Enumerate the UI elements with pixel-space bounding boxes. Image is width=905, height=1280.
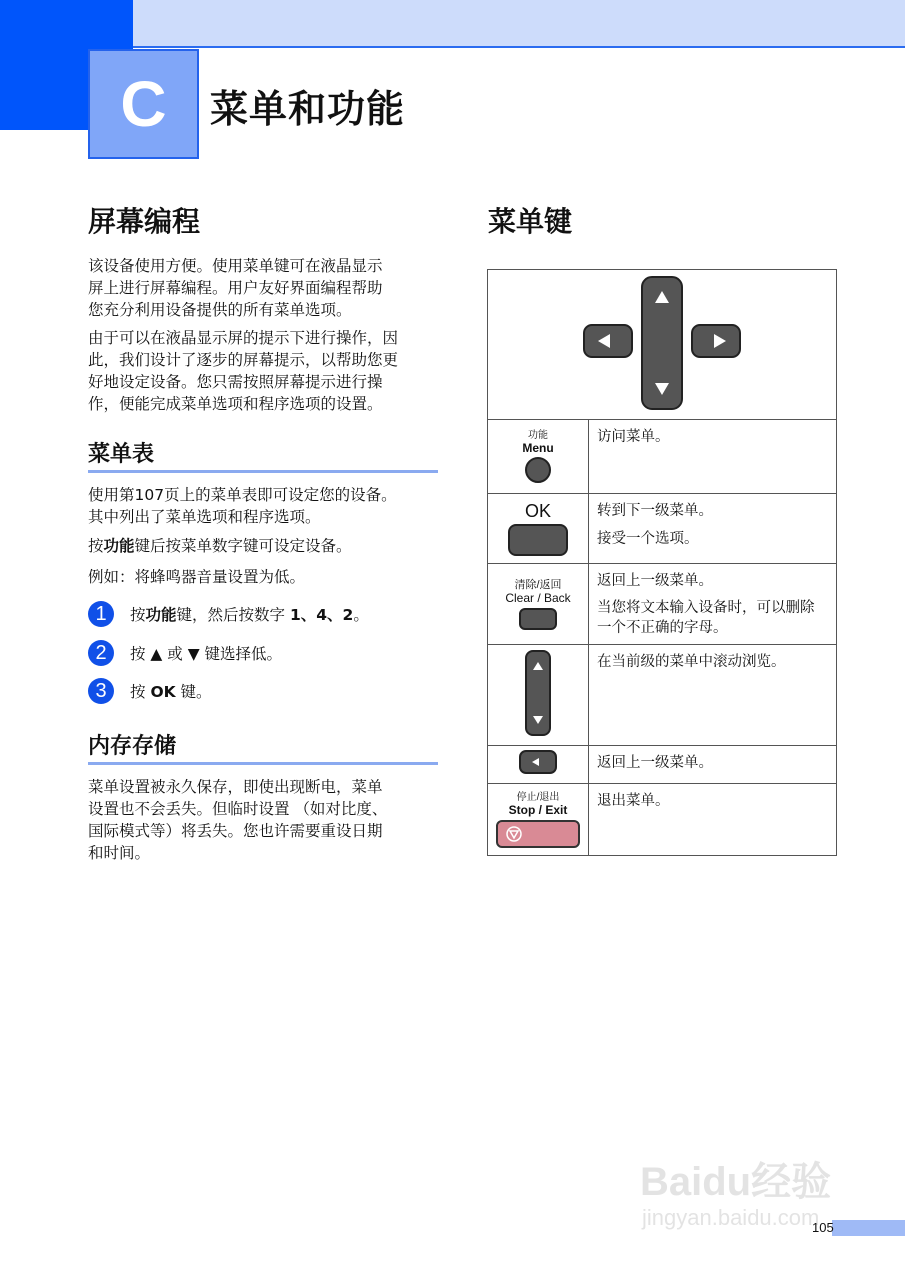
step-2 [88, 640, 282, 666]
up-down-arrow-icon [525, 650, 551, 736]
up-down-key [488, 645, 589, 746]
section-title: 屏幕编程 [88, 205, 201, 238]
text-line: 此，我们设计了逐步的屏幕提示，以帮助您更 [88, 351, 399, 369]
ok-button-icon [508, 524, 568, 556]
text-line: 和时间。 [88, 844, 151, 862]
paragraph [88, 535, 352, 557]
ok-key: OK [488, 494, 589, 564]
key-description: 退出菜单。 [589, 784, 837, 856]
text-line: 由于可以在液晶显示屏的提示下进行操作，因 [88, 329, 399, 347]
chapter-title: 菜单和功能 [210, 87, 406, 131]
key-description: 转到下一级菜单。 接受一个选项。 [589, 494, 837, 564]
bold-text: 功能 [103, 537, 135, 555]
text-line: 国际模式等）将丢失。您也许需要重设日期 [88, 822, 383, 840]
paragraph [88, 255, 383, 321]
watermark-url: jingyan.baidu.com [642, 1205, 820, 1230]
key-description: 在当前级的菜单中滚动浏览。 [589, 645, 837, 746]
text-line: 菜单设置被永久保存，即使出现断电，菜单 [88, 778, 383, 796]
text-line: 您充分利用设备提供的所有菜单选项。 [88, 301, 352, 319]
clear-button-icon [519, 608, 557, 630]
text-line: 作，便能完成菜单选项和程序选项的设置。 [88, 395, 383, 413]
left-arrow-icon [519, 750, 557, 774]
page-number: 105 [812, 1220, 834, 1235]
section-title: 菜单键 [488, 205, 573, 238]
chapter-letter: C [88, 49, 199, 159]
text: 键后按菜单数字键可设定设备。 [134, 537, 352, 555]
text-line: 该设备使用方便。使用菜单键可在液晶显示 [88, 257, 383, 275]
back-arrow-key [488, 746, 589, 784]
stop-exit-key: 停止/退出 Stop / Exit [488, 784, 589, 856]
footer-bar [832, 1220, 905, 1236]
clear-back-key: 清除/返回 Clear / Back [488, 564, 589, 645]
menu-key: 功能 Menu [488, 420, 589, 494]
nav-pad-icon [582, 275, 742, 411]
section-title: 菜单表 [88, 437, 438, 473]
step-text: 按功能键，然后按数字 1、4、2。 [130, 606, 369, 624]
nav-pad [488, 270, 837, 420]
text-line: 屏上进行屏幕编程。用户友好界面编程帮助 [88, 279, 383, 297]
step-1 [88, 601, 369, 627]
text-line: 使用第107页上的菜单表即可设定您的设备。 [88, 486, 397, 504]
text-line: 其中列出了菜单选项和程序选项。 [88, 508, 321, 526]
step-number: 3 [88, 678, 114, 704]
step-number: 1 [88, 601, 114, 627]
step-number: 2 [88, 640, 114, 666]
key-description: 返回上一级菜单。 [589, 746, 837, 784]
text: 按 [88, 537, 104, 555]
menu-button-icon [525, 457, 551, 483]
paragraph [88, 776, 387, 864]
menu-keys-table [487, 269, 837, 856]
header-band [133, 0, 905, 48]
text-line: 设置也不会丢失。但临时设置 （如对比度、 [88, 800, 388, 818]
watermark-logo: Baidu经验 [640, 1160, 832, 1204]
paragraph [88, 327, 398, 415]
step-text: 按 ▲ 或 ▼ 键选择低。 [130, 645, 283, 663]
key-description: 访问菜单。 [589, 420, 837, 494]
key-description: 返回上一级菜单。 当您将文本输入设备时，可以删除一个不正确的字母。 [589, 564, 837, 645]
paragraph: 例如：将蜂鸣器音量设置为低。 [88, 568, 306, 586]
section-title: 内存存储 [88, 729, 438, 765]
paragraph [88, 484, 397, 528]
step-3 [88, 678, 212, 704]
stop-button-icon [496, 820, 580, 848]
step-text: 按 OK 键。 [130, 683, 212, 701]
text-line: 好地设定设备。您只需按照屏幕提示进行操 [88, 373, 383, 391]
